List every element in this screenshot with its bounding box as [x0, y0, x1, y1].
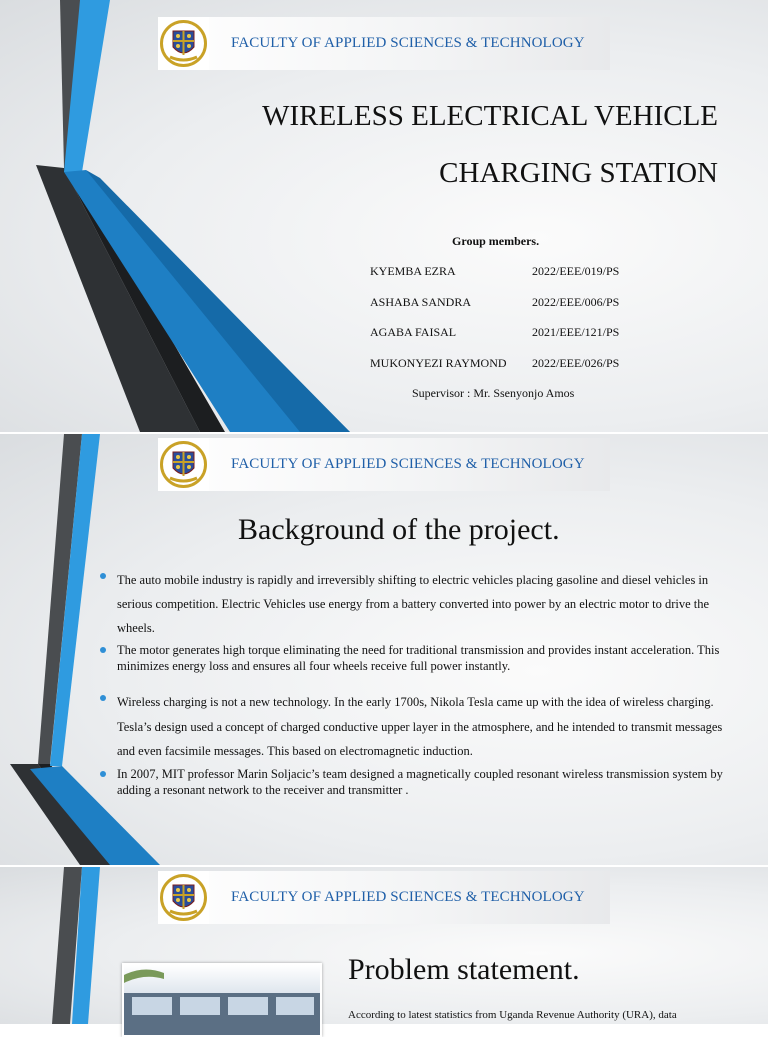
bullet-icon — [100, 771, 106, 777]
faculty-name: FACULTY OF APPLIED SCIENCES & TECHNOLOGY — [231, 35, 585, 51]
bus-photo — [122, 963, 322, 1037]
faculty-banner — [158, 871, 610, 924]
group-members-heading: Group members. — [452, 234, 540, 248]
title-line-2: CHARGING STATION — [439, 157, 718, 189]
faculty-name: FACULTY OF APPLIED SCIENCES & TECHNOLOGY — [231, 889, 585, 905]
bullet-icon — [100, 695, 106, 701]
faculty-name: FACULTY OF APPLIED SCIENCES & TECHNOLOGY — [231, 456, 585, 472]
member-name: ASHABA SANDRA — [370, 295, 472, 309]
supervisor: Supervisor : Mr. Ssenyonjo Amos — [412, 386, 575, 400]
list-item: Wireless charging is not a new technology. In the early 1700s, Nikola Tesla came up with the idea of wireless charging. Tesla’s design used a concept of charged conductive upper layer in the atmosphere, and he intended to transmit messages and even facsimile messages. This based on electromagnetic induction. — [100, 690, 725, 764]
member-name: AGABA FAISAL — [370, 325, 457, 339]
bullet-icon — [100, 647, 106, 653]
university-crest-icon — [158, 438, 209, 491]
background-bullets — [100, 568, 725, 798]
member-reg: 2022/EEE/026/PS — [532, 356, 620, 370]
problem-text: According to latest statistics from Uganda Revenue Authority (URA), data — [348, 1009, 677, 1021]
member-reg: 2021/EEE/121/PS — [532, 325, 620, 339]
member-reg: 2022/EEE/019/PS — [532, 264, 620, 278]
list-item: The motor generates high torque eliminating the need for traditional transmission and provides instant acceleration. This minimizes energy loss and ensures all four wheels receive full power instantly. — [100, 642, 725, 674]
list-item: In 2007, MIT professor Marin Soljacic’s team designed a magnetically coupled resonant wireless transmission system by adding a resonant network to the receiver and transmitter . — [100, 766, 725, 798]
list-item: The auto mobile industry is rapidly and irreversibly shifting to electric vehicles placing gasoline and diesel vehicles in serious competition. Electric Vehicles use energy from a battery converted into power by an electric motor to drive the wheels. — [100, 568, 725, 640]
title-line-1: WIRELESS ELECTRICAL VEHICLE — [262, 100, 718, 132]
member-name: KYEMBA EZRA — [370, 264, 456, 278]
background-heading: Background of the project. — [238, 513, 560, 546]
member-reg: 2022/EEE/006/PS — [532, 295, 620, 309]
university-crest-icon — [158, 17, 209, 70]
problem-heading: Problem statement. — [348, 953, 580, 986]
bullet-icon — [100, 573, 106, 579]
faculty-banner — [158, 438, 610, 491]
member-name: MUKONYEZI RAYMOND — [370, 356, 507, 370]
university-crest-icon — [158, 871, 209, 924]
faculty-banner — [158, 17, 610, 70]
slide-1 — [0, 0, 768, 432]
